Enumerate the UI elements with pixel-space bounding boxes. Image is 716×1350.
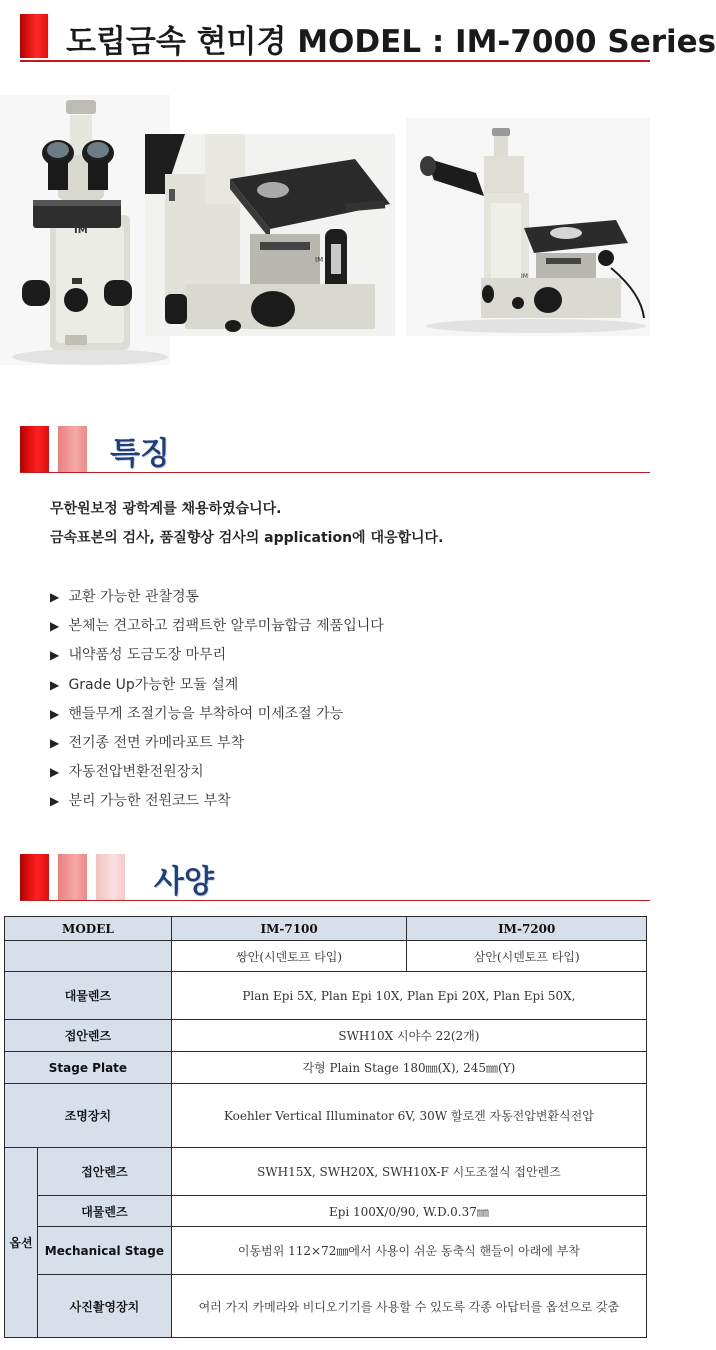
- feature-item: [50, 586, 199, 606]
- type-col-1: 쌍안(시덴토프 타입): [171, 941, 407, 972]
- feature-text: Grade Up가능한 모듈 설계: [68, 677, 239, 693]
- spec-table: [4, 916, 647, 1338]
- table-row: [5, 941, 647, 972]
- row-label: 접안렌즈: [5, 1020, 172, 1052]
- triangle-right-icon: ▶: [50, 794, 60, 808]
- type-col-2: 삼안(시덴토프 타입): [407, 941, 647, 972]
- features-section-header: [20, 426, 650, 476]
- feature-text: 교환 가능한 관찰경통: [68, 589, 200, 605]
- option-row-label: 사진촬영장치: [37, 1275, 171, 1338]
- model-header: MODEL: [5, 917, 172, 941]
- triangle-right-icon: ▶: [50, 619, 60, 633]
- table-row: [5, 1196, 647, 1227]
- triangle-right-icon: ▶: [50, 707, 60, 721]
- row-value: Plan Epi 5X, Plan Epi 10X, Plan Epi 20X, Plan Epi 50X,: [171, 972, 646, 1020]
- feature-item: [50, 674, 238, 694]
- option-row-label: Mechanical Stage: [37, 1227, 171, 1275]
- feature-item: [50, 761, 204, 781]
- table-row: [5, 972, 647, 1020]
- table-row: [5, 1052, 647, 1084]
- accent-block: [20, 854, 49, 900]
- table-row: [5, 1227, 647, 1275]
- accent-block: [58, 426, 87, 472]
- option-row-label: 대물렌즈: [37, 1196, 171, 1227]
- option-row-value: Epi 100X/0/90, W.D.0.37㎜: [171, 1196, 646, 1227]
- intro-line: 금속표본의 검사, 품질향상 검사의 application에 대응합니다.: [50, 530, 444, 546]
- svg-text:IM: IM: [74, 225, 88, 236]
- table-row: [5, 1084, 647, 1148]
- triangle-right-icon: ▶: [50, 590, 60, 604]
- feature-text: 전기종 전면 카메라포트 부착: [68, 735, 245, 751]
- option-group-label: 옵션: [5, 1148, 38, 1338]
- accent-block: [58, 854, 87, 900]
- feature-item: [50, 703, 343, 723]
- section-underline: [20, 900, 650, 901]
- option-row-value: SWH15X, SWH20X, SWH10X-F 시도조절식 접안렌즈: [171, 1148, 646, 1196]
- svg-text:IM: IM: [521, 273, 528, 280]
- triangle-right-icon: ▶: [50, 736, 60, 750]
- row-value: 각형 Plain Stage 180㎜(X), 245㎜(Y): [171, 1052, 646, 1084]
- intro-line: 무한원보정 광학계를 채용하였습니다.: [50, 501, 282, 517]
- table-row: [5, 1020, 647, 1052]
- option-row-value: 이동범위 112×72㎜에서 사용이 쉬운 동축식 핸들이 아래에 부착: [171, 1227, 646, 1275]
- feature-item: [50, 615, 384, 635]
- spec-section-header: [20, 854, 650, 904]
- feature-text: 핸들무게 조절기능을 부착하여 미세조절 가능: [68, 706, 344, 722]
- table-row: [5, 1148, 647, 1196]
- row-label: 조명장치: [5, 1084, 172, 1148]
- title-underline: [20, 60, 650, 62]
- features-heading: 특징: [110, 436, 170, 472]
- accent-block: [20, 426, 49, 472]
- feature-text: 내약품성 도금도장 마무리: [68, 647, 227, 663]
- feature-item: [50, 732, 244, 752]
- option-row-label: 접안렌즈: [37, 1148, 171, 1196]
- page-header: [20, 12, 716, 60]
- microscope-stage-closeup-photo: [145, 134, 395, 336]
- triangle-right-icon: ▶: [50, 765, 60, 779]
- feature-text: 자동전압변환전원장치: [68, 764, 204, 780]
- feature-item: [50, 790, 231, 810]
- triangle-right-icon: ▶: [50, 678, 60, 692]
- feature-text: 본체는 견고하고 컴팩트한 알루미늄합금 제품입니다: [68, 618, 384, 634]
- title-accent-block: [20, 14, 48, 58]
- triangle-right-icon: ▶: [50, 648, 60, 662]
- feature-item: [50, 644, 226, 664]
- empty-label-cell: [5, 941, 172, 972]
- accent-block: [96, 854, 125, 900]
- page-title: 도립금속 현미경 MODEL : IM-7000 Series: [66, 24, 716, 60]
- model-col-1: IM-7100: [171, 917, 407, 941]
- row-label: 대물렌즈: [5, 972, 172, 1020]
- model-col-2: IM-7200: [407, 917, 647, 941]
- row-label: Stage Plate: [5, 1052, 172, 1084]
- row-value: Koehler Vertical Illuminator 6V, 30W 할로겐 자동전압변환식전압: [171, 1084, 646, 1148]
- option-row-value: 여러 가지 카메라와 비디오기기를 사용할 수 있도록 각종 아답터를 옵션으로 갖춤: [171, 1275, 646, 1338]
- spec-heading: 사양: [154, 864, 214, 900]
- table-header-row: [5, 917, 647, 941]
- feature-text: 분리 가능한 전원코드 부착: [68, 793, 231, 809]
- table-row: [5, 1275, 647, 1338]
- microscope-side-photo: [406, 118, 650, 336]
- row-value: SWH10X 시야수 22(2개): [171, 1020, 646, 1052]
- svg-text:IM: IM: [315, 256, 324, 264]
